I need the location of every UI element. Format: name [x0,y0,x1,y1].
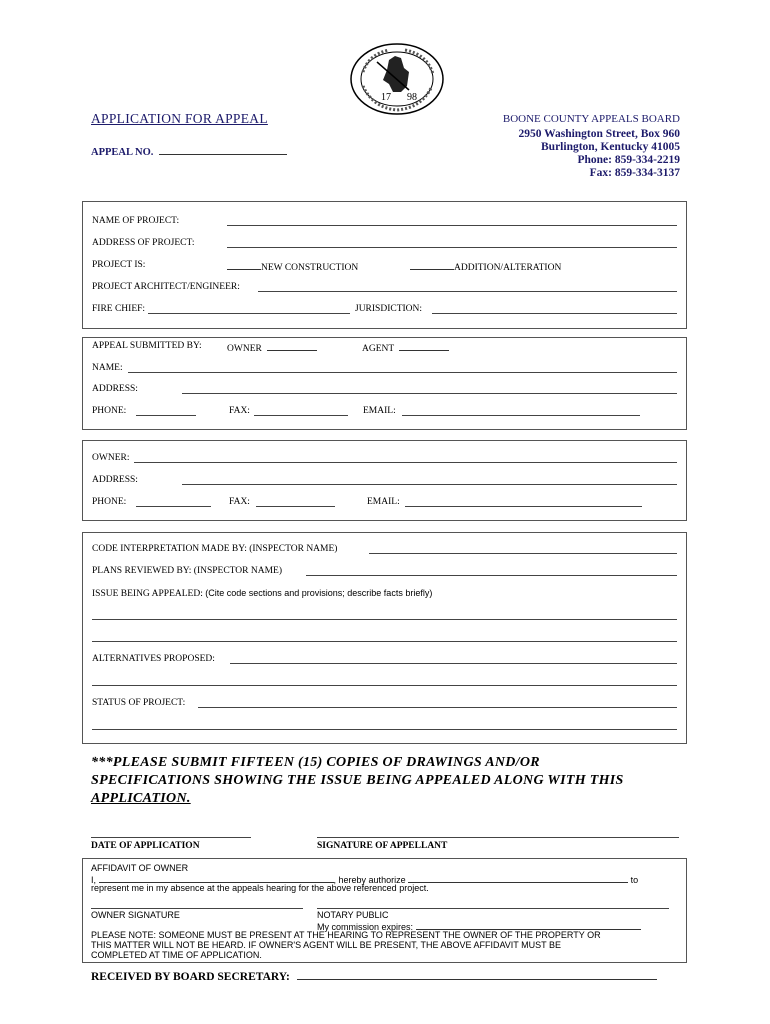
fire-chief-field[interactable] [148,313,350,314]
affidavit-i: I, [91,875,97,885]
issue-line-2[interactable] [92,641,677,642]
status-label: STATUS OF PROJECT: [92,698,186,708]
board-street: 2950 Washington Street, Box 960 [518,128,680,140]
note-line-2: THIS MATTER WILL NOT BE HEARD. IF OWNER'S AGENT WILL BE PRESENT, THE ABOVE AFFIDAVIT MUST BE [91,940,561,950]
owner-phone-label: PHONE: [92,497,127,507]
issue-label-row [92,588,432,599]
appellant-signature-field[interactable] [317,837,679,838]
owner-phone-field[interactable] [136,506,211,507]
affidavit-agent-name-field[interactable] [408,873,628,883]
new-construction-label: NEW CONSTRUCTION [261,263,359,273]
agent-option[interactable] [362,341,449,354]
commission-label: My commission expires: [317,922,414,932]
appeal-no [91,145,287,158]
issue-hint: (Cite code sections and provisions; describe facts briefly) [205,588,433,598]
owner-label: OWNER: [92,453,130,463]
received-label: RECEIVED BY BOARD SECRETARY: [91,971,290,983]
alternatives-label: ALTERNATIVES PROPOSED: [92,654,215,664]
affidavit-represent: represent me in my absence at the appeals hearing for the above referenced project. [91,883,429,893]
owner-address-label: ADDRESS: [92,475,138,485]
owner-fax-field[interactable] [256,506,335,507]
notary-field[interactable] [317,908,669,909]
submitter-phone-label: PHONE: [92,406,127,416]
affidavit-authorize: , hereby authorize [333,875,406,885]
agent-option-label: AGENT [362,344,395,354]
project-name-label: NAME OF PROJECT: [92,216,180,226]
project-name-field[interactable] [227,225,677,226]
notary-label: NOTARY PUBLIC [317,910,389,920]
owner-option[interactable] [227,341,317,354]
addition-alteration-label: ADDITION/ALTERATION [454,263,562,273]
county-seal [349,42,445,116]
submitter-fax-field[interactable] [254,415,348,416]
board-city: Burlington, Kentucky 41005 [541,141,680,153]
board-phone: Phone: 859-334-2219 [577,154,680,166]
owner-signature-field[interactable] [91,908,303,909]
submitter-address-field[interactable] [182,393,677,394]
board-address-block [503,113,680,180]
owner-option-label: OWNER [227,344,262,354]
note-line-1: PLEASE NOTE: SOMEONE MUST BE PRESENT AT THE HEARING TO REPRESENT THE OWNER OF THE PROPERTY OR [91,930,601,940]
received-row [91,970,657,983]
date-of-application-label: DATE OF APPLICATION [91,841,200,851]
seal-year-left: 17 [381,92,391,103]
submitter-email-label: EMAIL: [363,406,396,416]
appeal-no-field[interactable] [159,145,287,155]
project-address-field[interactable] [227,247,677,248]
owner-email-field[interactable] [405,506,642,507]
issue-label: ISSUE BEING APPEALED: [92,589,203,599]
submitter-name-label: NAME: [92,363,123,373]
interpretation-label: CODE INTERPRETATION MADE BY: (INSPECTOR NAME) [92,544,338,554]
appeal-no-label: APPEAL NO. [91,147,154,158]
appellant-signature-label: SIGNATURE OF APPELLANT [317,841,448,851]
status-field[interactable] [198,707,677,708]
date-of-application-field[interactable] [91,837,251,838]
jurisdiction-field[interactable] [432,313,677,314]
plans-reviewed-label: PLANS REVIEWED BY: (INSPECTOR NAME) [92,566,283,576]
fire-chief-label: FIRE CHIEF: [92,304,146,314]
owner-fax-label: FAX: [229,497,250,507]
owner-email-label: EMAIL: [367,497,400,507]
submission-notice [91,754,691,808]
owner-address-field[interactable] [182,484,677,485]
affidavit-note [91,930,601,960]
project-address-label: ADDRESS OF PROJECT: [92,238,195,248]
notice-line-2: SPECIFICATIONS SHOWING THE ISSUE BEING APPEALED ALONG WITH THIS [91,773,624,788]
submitter-name-field[interactable] [128,372,677,373]
architect-label: PROJECT ARCHITECT/ENGINEER: [92,282,240,292]
affidavit-owner-name-field[interactable] [99,873,334,883]
submitted-by-label: APPEAL SUBMITTED BY: [92,341,202,351]
addition-alteration-option[interactable] [410,260,561,273]
board-name: BOONE COUNTY APPEALS BOARD [502,113,680,125]
status-line-2[interactable] [92,729,677,730]
received-field[interactable] [297,970,657,980]
architect-field[interactable] [258,291,677,292]
alternatives-field[interactable] [230,663,677,664]
issue-line-1[interactable] [92,619,677,620]
affidavit-heading: AFFIDAVIT OF OWNER [91,863,189,873]
submitter-fax-label: FAX: [229,406,250,416]
commission-field[interactable] [416,920,641,930]
owner-field[interactable] [134,462,677,463]
notice-line-3: APPLICATION. [91,791,191,806]
submitter-phone-field[interactable] [136,415,196,416]
code-section [82,532,687,744]
board-fax: Fax: 859-334-3137 [589,167,680,179]
submitter-address-label: ADDRESS: [92,384,138,394]
page-title: APPLICATION FOR APPEAL [91,111,268,126]
jurisdiction-label: JURISDICTION: [355,304,423,314]
plans-reviewed-field[interactable] [306,575,677,576]
new-construction-option[interactable] [227,260,358,273]
seal-year-right: 98 [407,92,417,103]
project-is-label: PROJECT IS: [92,260,146,270]
owner-signature-label: OWNER SIGNATURE [91,910,180,920]
owner-section [82,440,687,521]
alternatives-line-2[interactable] [92,685,677,686]
affidavit-to: to [630,875,639,885]
interpretation-field[interactable] [369,553,677,554]
notice-line-1: ***PLEASE SUBMIT FIFTEEN (15) COPIES OF DRAWINGS AND/OR [91,755,540,770]
submitter-email-field[interactable] [402,415,640,416]
note-line-3: COMPLETED AT TIME OF APPLICATION. [91,950,262,960]
